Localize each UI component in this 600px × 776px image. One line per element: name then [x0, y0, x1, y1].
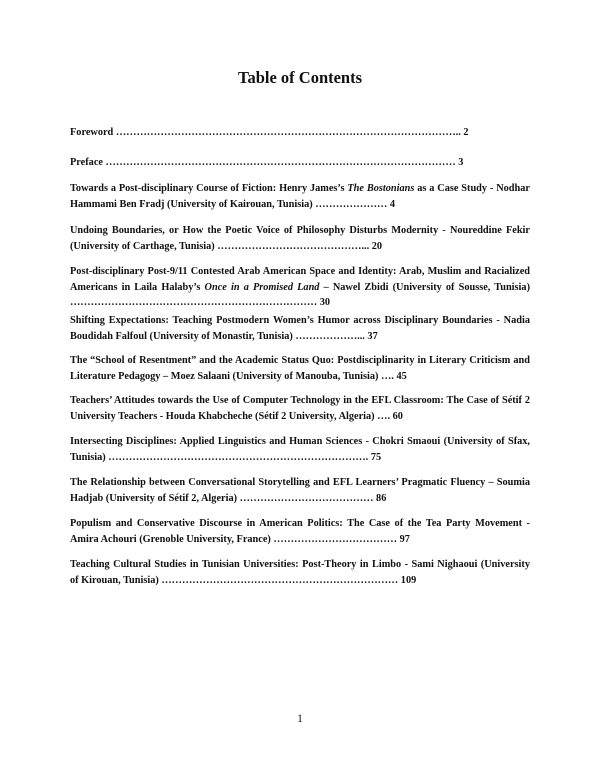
toc-entry-title-part: Towards a Post-disciplinary Course of Fiction: Henry James’s: [70, 183, 348, 194]
toc-page-number: 97: [399, 533, 410, 545]
toc-entry-title-part: – Nawel Zbidi (University of Sousse, Tunisia): [319, 281, 530, 293]
toc-page-number: 45: [396, 370, 407, 382]
toc-leader: ………………...: [292, 330, 368, 342]
toc-page-number: 75: [370, 451, 382, 463]
toc-leader: ….: [378, 370, 397, 382]
toc-entry-foreword[interactable]: [70, 125, 530, 141]
toc-entry-populism[interactable]: [70, 516, 530, 547]
page-number: 1: [297, 713, 303, 725]
toc-page-number: 86: [376, 492, 387, 504]
toc-leader: ………………………………………………………………………………………..: [113, 127, 464, 138]
toc-page-number: 60: [392, 410, 403, 422]
toc-entry-conversational-storytelling[interactable]: [70, 475, 530, 506]
toc-entry-shifting-expectations[interactable]: [70, 313, 530, 344]
toc-entry-title: Intersecting Disciplines: Applied Linguistics and Human Sciences - Chokri Smaoui (University of Sfax, Tunisia): [70, 436, 530, 463]
toc-page-number: 3: [458, 157, 464, 168]
toc-entry-school-of-resentment[interactable]: [70, 353, 530, 384]
toc-entry-title: Teachers’ Attitudes towards the Use of Computer Technology in the EFL Classroom: The Case of Sétif 2 University Teachers - Houda Khabcheche (Sétif 2 University, Algeria): [70, 395, 530, 422]
toc-page-number: 2: [463, 127, 469, 138]
toc-leader: ………………………………………………………………….: [105, 451, 371, 463]
toc-entry-title-part: Post-disciplinary Post-9/11 Contested Arab American Space and Identity: Arab, Muslim and Racialized Americans in Laila Halaby’s: [70, 266, 530, 293]
toc-page-number: 109: [400, 574, 417, 586]
toc-entry-bostonians[interactable]: [70, 181, 530, 212]
toc-entry-intersecting-disciplines[interactable]: [70, 434, 530, 465]
toc-entry-cultural-studies[interactable]: [70, 557, 530, 588]
toc-entry-title: Preface: [70, 157, 103, 168]
toc-leader: ………………………………………………………………: [70, 297, 320, 308]
toc-entry-preface[interactable]: [70, 155, 530, 171]
toc-page-number: 20: [371, 240, 383, 252]
toc-entry-title: The Relationship between Conversational Storytelling and EFL Learners’ Pragmatic Fluency – Soumia Hadjab (University of Sétif 2, Algeria): [70, 477, 530, 504]
toc-entry-undoing-boundaries[interactable]: [70, 223, 530, 254]
table-of-contents: [70, 125, 530, 586]
toc-leader: ……………………………………...: [214, 240, 372, 252]
toc-entry-title: Undoing Boundaries, or How the Poetic Voice of Philosophy Disturbs Modernity - Noureddine Fekir (University of Carthage, Tunisia): [70, 225, 530, 252]
toc-entry-title: Populism and Conservative Discourse in American Politics: The Case of the Tea Party Movement - Amira Achouri (Grenoble University, France): [70, 518, 530, 545]
toc-entry-italic-title: The Bostonians: [347, 183, 415, 194]
toc-leader: ….: [374, 410, 393, 422]
toc-entry-teachers-attitudes[interactable]: [70, 393, 530, 424]
toc-leader: ………………………………: [270, 533, 400, 545]
toc-entry-post-911[interactable]: [70, 264, 530, 311]
toc-entry-italic-title: Once in a Promised Land: [204, 281, 320, 293]
toc-entry-title: Teaching Cultural Studies in Tunisian Universities: Post-Theory in Limbo - Sami Nighaoui (University of Kirouan, Tunisia): [70, 559, 530, 586]
toc-entry-title: Shifting Expectations: Teaching Postmodern Women’s Humor across Disciplinary Boundaries - Nadia Boudidah Falfoul (University of Monastir, Tunisia): [70, 315, 530, 342]
toc-page-number: 4: [389, 198, 396, 210]
toc-leader: …………………………………: [237, 492, 377, 504]
toc-leader: ……………………………………………………………: [158, 574, 401, 586]
toc-page-number: 37: [367, 330, 378, 342]
toc-leader: …………………………………………………………………………………………: [102, 157, 459, 168]
toc-entry-title-part: as a Case Study - Nodhar Hammami Ben Fradj (University of Kairouan, Tunisia): [70, 183, 530, 210]
toc-leader: …………………: [312, 198, 390, 210]
toc-entry-title: The “School of Resentment” and the Academic Status Quo: Postdisciplinarity in Literary Criticism and Literature Pedagogy – Moez Salaani (University of Manouba, Tunisia): [70, 355, 530, 382]
toc-entry-title: Foreword: [70, 127, 114, 138]
page-title: Table of Contents: [237, 68, 363, 87]
toc-page-number: 30: [319, 297, 330, 308]
